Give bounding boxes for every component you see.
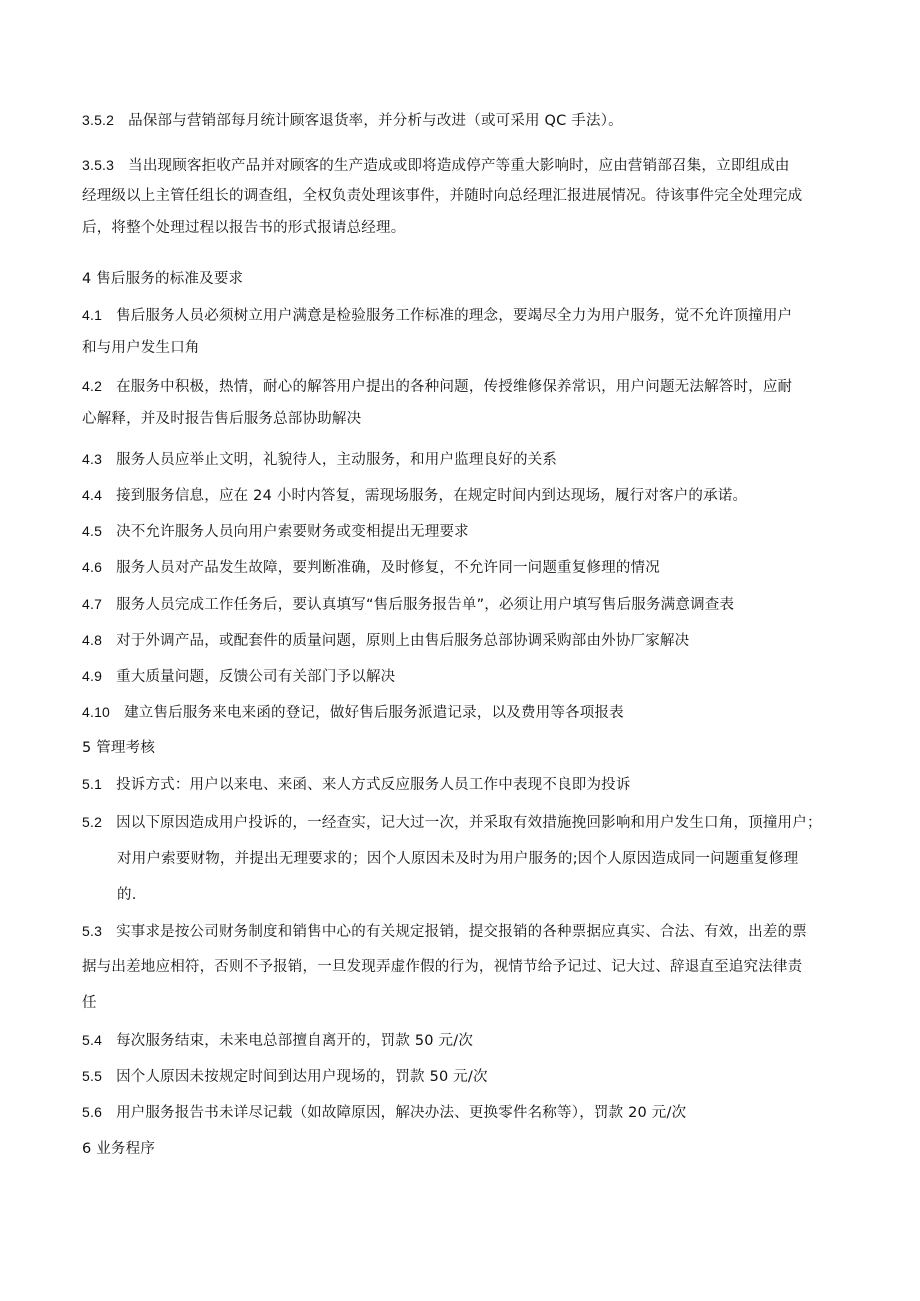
paragraph-4-9 [82,666,842,687]
clause-number: 5.3 [82,923,103,939]
paragraph-5-2 [82,812,842,833]
clause-number: 4.3 [82,451,103,467]
paragraph-4-1-cont: 和与用户发生口角 [82,340,200,356]
paragraph-5-2-cont: 对用户索要财物，并提出无理要求的；因个人原因未及时为用户服务的;因个人原因造成同一问题重复修理 [117,851,799,867]
clause-number: 5.1 [82,776,103,792]
paragraph-4-2-cont: 心解释，并及时报告售后服务总部协助解决 [82,411,362,427]
clause-text: 每次服务结束，未来电总部擅自离开的，罚款 50 元/次 [116,1033,474,1049]
clause-number: 4.5 [82,523,103,539]
clause-text: 投诉方式：用户以来电、来函、来人方式反应服务人员工作中表现不良即为投诉 [116,777,631,793]
clause-text: 服务人员应举止文明，礼貌待人，主动服务，和用户监理良好的关系 [116,452,558,468]
paragraph-4-8 [82,630,842,651]
section-heading-4: 4 售后服务的标准及要求 [82,271,244,287]
clause-number: 4.1 [82,307,103,323]
clause-number: 4.7 [82,596,103,612]
clause-number: 5.6 [82,1104,103,1120]
section-heading-5: 5 管理考核 [82,740,156,756]
paragraph-3-5-3 [82,155,842,176]
clause-text: 在服务中积极，热情，耐心的解答用户提出的各种问题，传授维修保养常识，用户问题无法解答时，应耐 [116,379,793,395]
paragraph-4-7 [82,594,842,615]
clause-number: 3.5.3 [82,157,115,173]
clause-text: 实事求是按公司财务制度和销售中心的有关规定报销，提交报销的各种票据应真实、合法、有效，出差的票 [116,924,807,940]
clause-number: 4.6 [82,559,103,575]
clause-text: 当出现顾客拒收产品并对顾客的生产造成或即将造成停产等重大影响时，应由营销部召集，立即组成由 [128,158,790,174]
clause-number: 3.5.2 [82,112,115,128]
paragraph-5-2-cont: 的. [117,887,137,903]
paragraph-3-5-3-cont: 经理级以上主管任组长的调查组，全权负责处理该事件，并随时向总经理汇报进展情况。待该事件完全处理完成 [82,188,803,204]
paragraph-5-6 [82,1102,842,1123]
clause-text: 决不允许服务人员向用户索要财务或变相提出无理要求 [116,524,469,540]
paragraph-4-5 [82,521,842,542]
clause-text: 用户服务报告书未详尽记载（如故障原因，解决办法、更换零件名称等），罚款 20 元/次 [116,1105,687,1121]
clause-number: 5.4 [82,1032,103,1048]
clause-text: 品保部与营销部每月统计顾客退货率，并分析与改进（或可采用 QC 手法）。 [128,113,623,129]
paragraph-5-5 [82,1066,842,1087]
clause-number: 5.5 [82,1068,103,1084]
clause-text: 因以下原因造成用户投诉的，一经查实，记大过一次，并采取有效措施挽回影响和用户发生口角，顶撞用户； [116,815,822,831]
clause-number: 4.9 [82,668,103,684]
clause-text: 因个人原因未按规定时间到达用户现场的，罚款 50 元/次 [116,1069,488,1085]
clause-text: 售后服务人员必须树立用户满意是检验服务工作标准的理念，要竭尽全力为用户服务，觉不允许顶撞用户 [116,308,793,324]
clause-number: 4.4 [82,487,103,503]
paragraph-4-1 [82,305,842,326]
paragraph-3-5-2 [82,110,842,131]
clause-text: 建立售后服务来电来函的登记，做好售后服务派遣记录，以及费用等各项报表 [124,705,624,721]
clause-text: 重大质量问题，反馈公司有关部门予以解决 [116,669,396,685]
paragraph-3-5-3-cont: 后，将整个处理过程以报告书的形式报请总经理。 [82,220,406,236]
paragraph-5-1 [82,774,842,795]
clause-number: 4.8 [82,632,103,648]
paragraph-4-4 [82,485,842,506]
paragraph-5-3 [82,921,842,942]
clause-text: 服务人员完成工作任务后，要认真填写“售后服务报告单”，必须让用户填写售后服务满意调查表 [116,597,735,613]
paragraph-5-4 [82,1030,842,1051]
paragraph-4-10 [82,702,842,723]
clause-number: 5.2 [82,814,103,830]
clause-text: 服务人员对产品发生故障，要判断准确，及时修复，不允许同一问题重复修理的情况 [116,560,660,576]
paragraph-4-6 [82,557,842,578]
paragraph-4-3 [82,449,842,470]
clause-text: 对于外调产品，或配套件的质量问题，原则上由售后服务总部协调采购部由外协厂家解决 [116,633,690,649]
clause-number: 4.10 [82,704,111,720]
paragraph-5-3-cont: 任 [82,995,97,1011]
clause-text: 接到服务信息，应在 24 小时内答复，需现场服务，在规定时间内到达现场，履行对客户的承诺。 [116,488,748,504]
paragraph-4-2 [82,376,842,397]
section-heading-6: 6 业务程序 [82,1141,156,1157]
clause-number: 4.2 [82,378,103,394]
paragraph-5-3-cont: 据与出差地应相符，否则不予报销，一旦发现弄虚作假的行为，视情节给予记过、记大过、辞退直至追究法律责 [82,959,803,975]
